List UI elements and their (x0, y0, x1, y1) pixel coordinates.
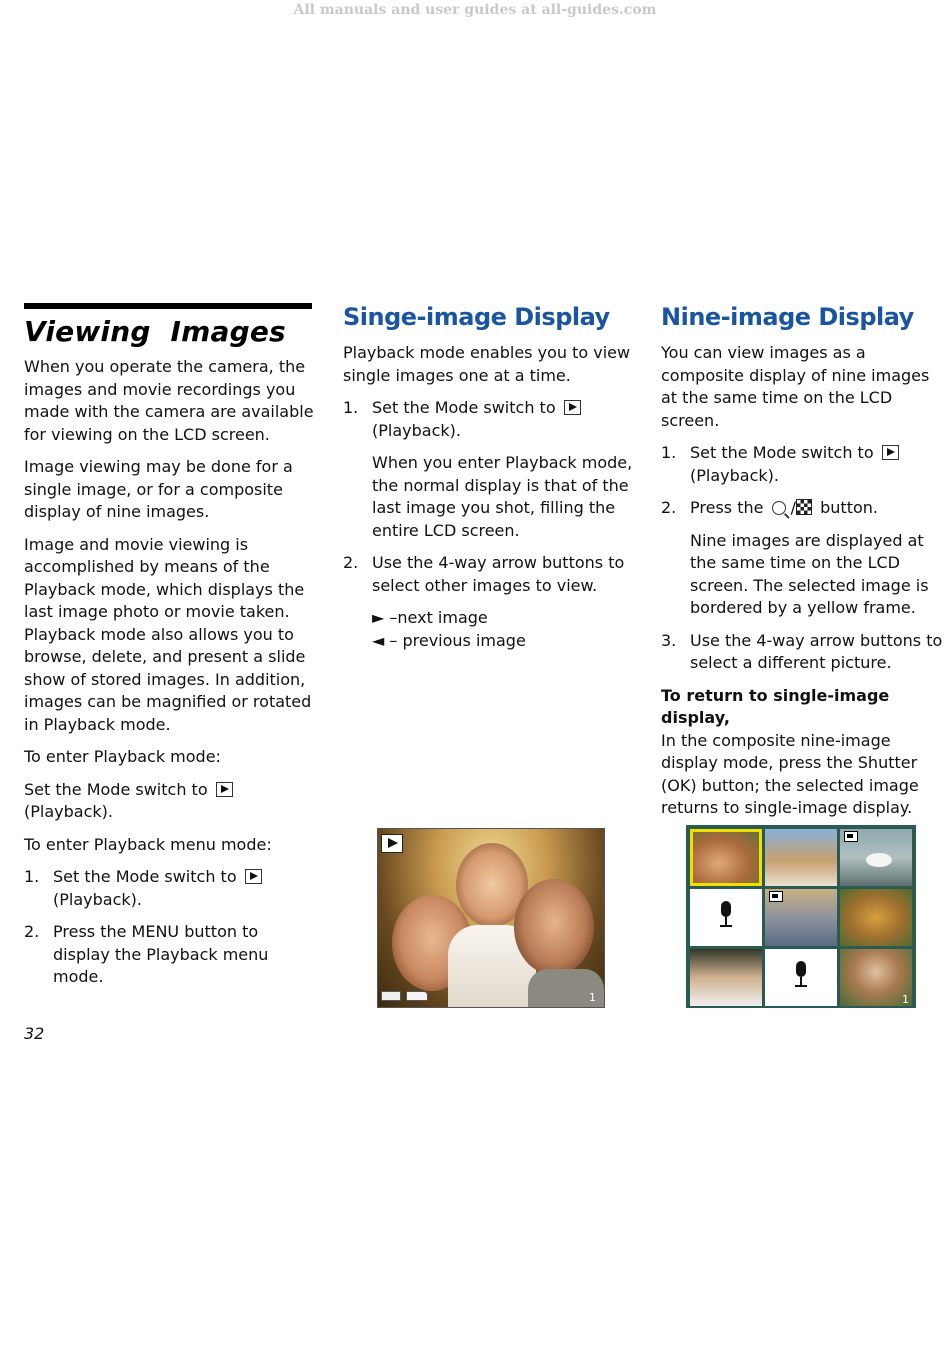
paragraph: You can view images as a composite display of nine images at the same time on the LCD screen. (661, 343, 930, 430)
watermark: All manuals and user guides at all-guides.com (293, 2, 657, 18)
photo-person-right (514, 879, 594, 975)
column-single-image-display (343, 303, 635, 652)
thumbnail-selected (690, 829, 762, 886)
thumbnail (690, 949, 762, 1006)
paragraph (661, 685, 950, 820)
text-span: / (790, 498, 797, 517)
paragraph (343, 607, 635, 652)
text-span: Press the (690, 498, 764, 517)
return-heading: To return to single-image display, (661, 685, 890, 727)
nine-image-lcd-figure (686, 825, 916, 1008)
paragraph: Playback mode enables you to view single images one at a time. (343, 343, 631, 385)
list-item (24, 866, 314, 911)
text-span: Use the 4-way arrow buttons to select a different picture. (690, 630, 943, 672)
thumbnail (765, 889, 837, 946)
microphone-icon (719, 901, 733, 935)
text-span: Set the Mode switch to (53, 867, 237, 886)
step-number: 1. (661, 443, 677, 462)
previous-image-text: ◄ – previous image (372, 630, 526, 650)
list-item (661, 630, 950, 675)
paragraph (24, 779, 314, 824)
thumbnail-voice (690, 889, 762, 946)
text-span: (Playback). (53, 889, 142, 909)
step-number: 3. (661, 630, 677, 650)
column-viewing-images (24, 303, 314, 999)
list-item (661, 442, 950, 487)
thumbnail (840, 889, 912, 946)
paragraph: When you enter Playback mode, the normal display is that of the last image you shot, filling the entire LCD screen. (372, 453, 633, 540)
text-span: (Playback). (372, 420, 461, 440)
text-span: Set the Mode switch to (690, 443, 874, 462)
movie-icon (769, 891, 783, 902)
thumbnail (765, 829, 837, 886)
paragraph: Image and movie viewing is accomplished by means of the Playback mode, which displays the last image photo or movie taken. Playback mode also allows you to browse, delete, and present a slide show of stored images. In addition, images can be magnified or rotated in Playback mode. (24, 534, 312, 734)
battery-icon (381, 991, 401, 1001)
list-item (24, 921, 314, 989)
playback-icon (882, 445, 899, 460)
next-image-text: ► –next image (372, 608, 488, 627)
section-title: Nine-image Display (661, 303, 914, 331)
paragraph: Image viewing may be done for a single image, or for a composite display of nine images. (24, 457, 293, 521)
page-title: Viewing Images (24, 315, 286, 348)
playback-icon (381, 834, 403, 853)
text-span: Use the 4-way arrow buttons to select other images to view. (372, 553, 625, 595)
paragraph: To enter Playback mode: (24, 747, 221, 766)
paragraph: When you operate the camera, the images and movie recordings you made with the camera are available for viewing on the LCD screen. (24, 357, 314, 444)
column-nine-image-display (661, 303, 950, 830)
text-span: button. (820, 498, 878, 517)
playback-icon (245, 869, 262, 884)
text-span: (Playback). (24, 802, 113, 821)
paragraph: To enter Playback menu mode: (24, 834, 272, 854)
playback-icon (564, 400, 581, 415)
thumbnail-grid-icon (796, 499, 812, 515)
step-number: 1. (343, 398, 359, 417)
microphone-icon (794, 961, 808, 995)
image-counter: 1 (902, 993, 909, 1006)
step-number: 1. (24, 867, 40, 886)
text-span: Set the Mode switch to (24, 779, 208, 799)
section-title: Singe-image Display (343, 303, 610, 331)
text-span: (Playback). (690, 465, 779, 485)
list-item (661, 497, 950, 520)
playback-icon (216, 782, 233, 797)
memory-card-icon (406, 991, 428, 1001)
movie-icon (844, 831, 858, 842)
paragraph: Nine images are displayed at the same time on the LCD screen. The selected image is bordered by a yellow frame. (690, 530, 929, 617)
text-span: Set the Mode switch to (372, 398, 556, 417)
title-rule (24, 303, 312, 309)
single-image-lcd-figure (377, 828, 605, 1008)
step-number: 2. (343, 553, 359, 572)
list-item (343, 397, 635, 442)
step-number: 2. (661, 498, 677, 517)
photo-swan (866, 853, 892, 867)
list-item (343, 552, 635, 597)
text-span: In the composite nine-image display mode, press the Shutter (OK) button; the selected image returns to single-image display. (661, 730, 919, 817)
zoom-out-icon (772, 501, 786, 515)
step-number: 2. (24, 922, 40, 941)
thumbnail-voice (765, 949, 837, 1006)
text-span: Press the MENU button to display the Playback menu mode. (53, 922, 269, 986)
thumbnail (840, 829, 912, 886)
page-number: 32 (24, 1024, 45, 1043)
image-counter: 1 (589, 991, 596, 1004)
